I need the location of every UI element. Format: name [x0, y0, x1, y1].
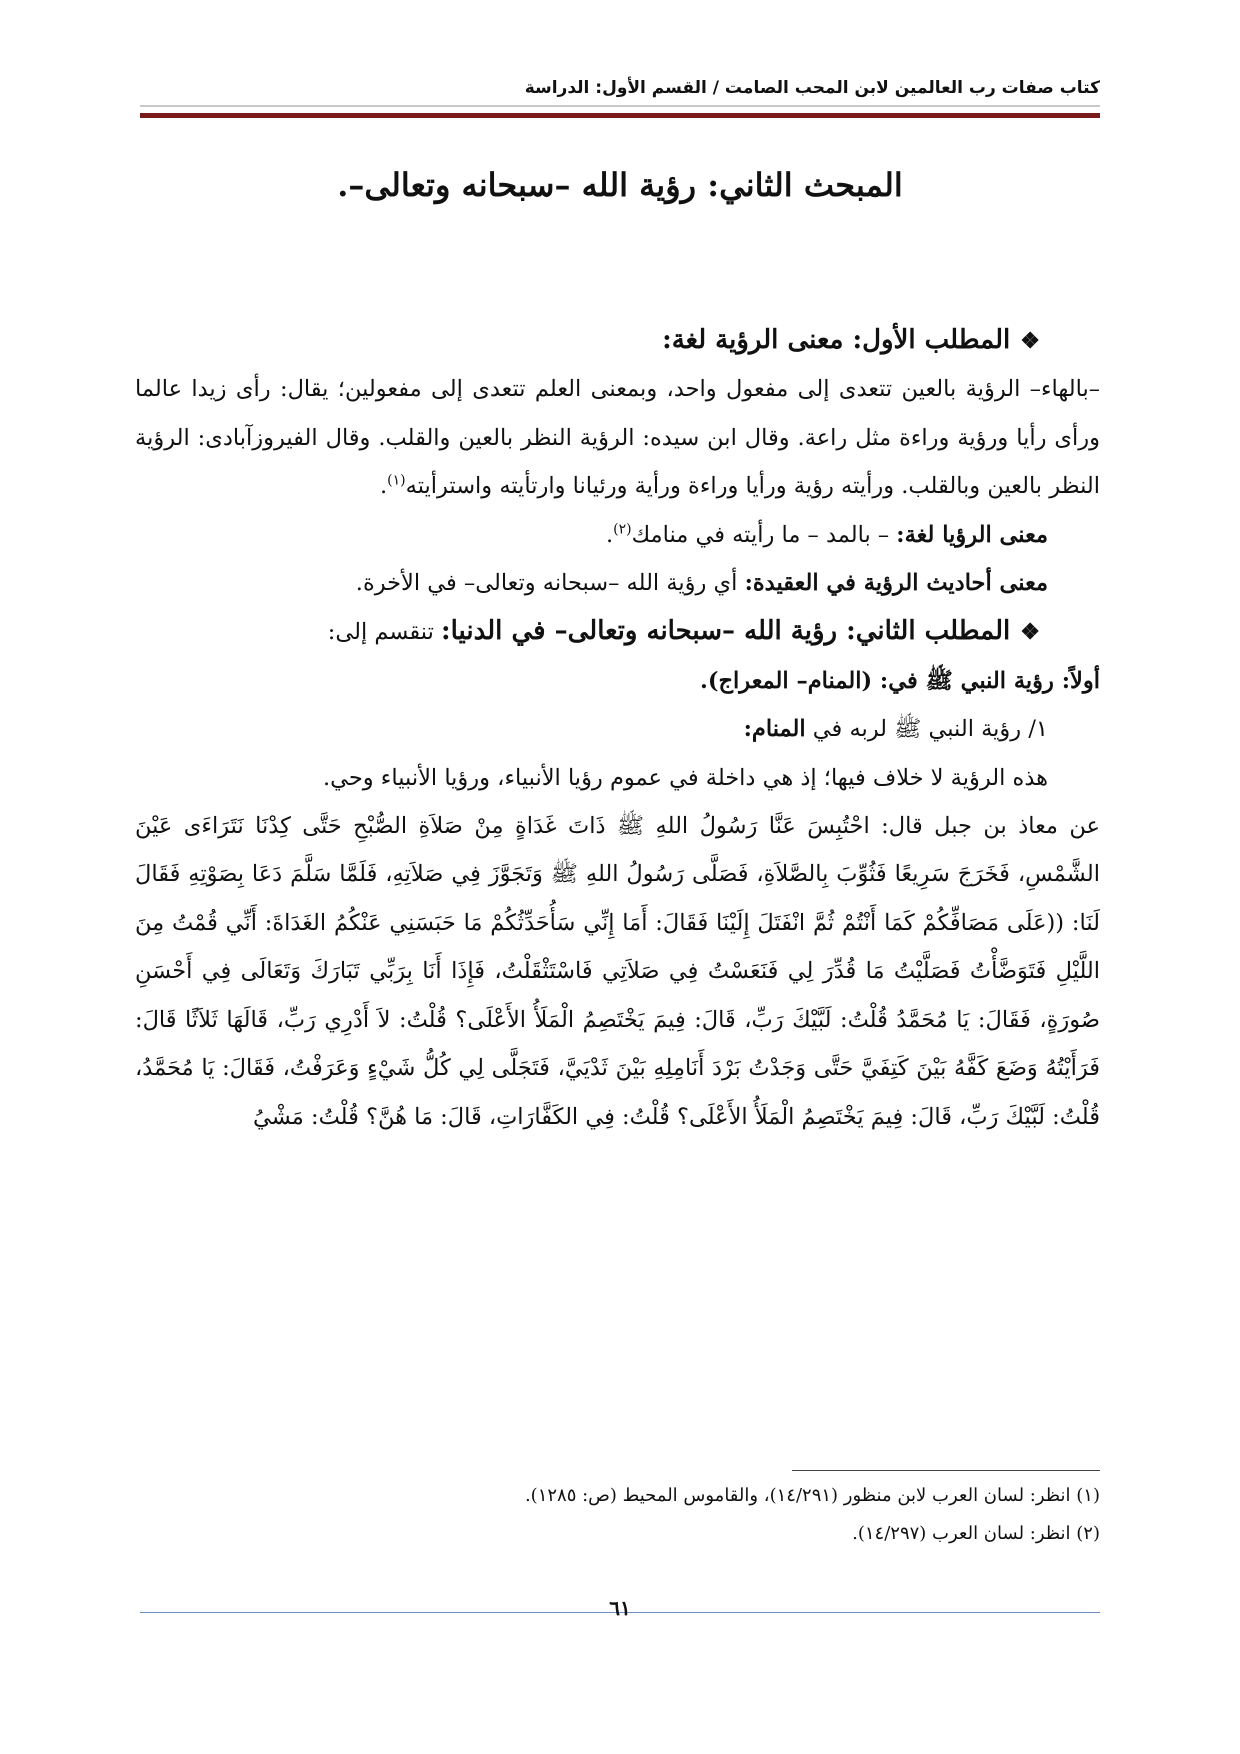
item-1 [135, 705, 1100, 753]
running-header: كتاب صفات رب العالمين لابن المحب الصامت / القسم الأول: الدراسة [524, 78, 1100, 98]
lexical-paragraph-end: . [380, 473, 388, 500]
section-heading-2-bold: المطلب الثاني: رؤية الله –سبحانه وتعالى– في الدنيا: [441, 616, 1011, 647]
first-division-rest: (المنام– المعراج). [700, 667, 880, 694]
ruya-definition [135, 511, 1100, 559]
intro-paragraph: هذه الرؤية لا خلاف فيها؛ إذ هي داخلة في عموم رؤيا الأنبياء، ورؤيا الأنبياء وحي. [322, 764, 1048, 791]
lexical-paragraph [135, 365, 1100, 510]
header-rule-thick [140, 113, 1100, 118]
diamond-bullet-icon: ❖ [1020, 328, 1040, 354]
chapter-title: المبحث الثاني: رؤية الله –سبحانه وتعالى–. [337, 166, 903, 204]
ruya-label: معنى الرؤيا لغة: [896, 521, 1048, 548]
footnotes [140, 1477, 1100, 1553]
section-heading-1-text: المطلب الأول: معنى الرؤية لغة: [662, 325, 1011, 355]
first-division [135, 657, 1100, 705]
item-1-bold: المنام: [743, 716, 806, 743]
header-rule-thin [140, 105, 1100, 107]
ruya-text: – بالمد – ما رأيته في منامك [631, 521, 897, 548]
ruya-end: . [605, 521, 614, 548]
ahadith-definition [135, 559, 1100, 607]
diamond-bullet-icon: ❖ [1020, 619, 1040, 646]
main-body [135, 316, 1100, 1141]
ahadith-label: معنى أحاديث الرؤية في العقيدة: [744, 570, 1048, 597]
item-1-prefix: ١/ رؤية النبي ﷺ لربه في [805, 716, 1048, 743]
hadith-paragraph: عن معاذ بن جبل قال: احْتُبِسَ عَنَّا رَسُولُ اللهِ ﷺ ذَاتَ غَدَاةٍ مِنْ صَلاَةِ الصُّبْحِ حَتَّى كِدْنَا نَتَرَاءَى عَيْنَ الشَّمْسِ، فَخَرَجَ سَرِيعًا فَثُوِّبَ بِالصَّلاَةِ، فَصَلَّى رَسُولُ اللهِ ﷺ وَتَجَوَّزَ فِي صَلاَتِهِ، فَلَمَّا سَلَّمَ دَعَا بِصَوْتِهِ فَقَالَ لَنَا: ((عَلَى مَصَافِّكُمْ كَمَا أَنْتُمْ ثُمَّ انْفَتَلَ إِلَيْنَا فَقَالَ: أَمَا إِنِّي سَأُحَدِّثُكُمْ مَا حَبَسَنِي عَنْكُمُ الغَدَاةَ: أَنِّي قُمْتُ مِنَ اللَّيْلِ فَتَوَضَّأْتُ فَصَلَّيْتُ مَا قُدِّرَ لِي فَنَعَسْتُ فِي صَلاَتِي فَاسْتَثْقَلْتُ، فَإِذَا أَنَا بِرَبِّي تَبَارَكَ وَتَعَالَى فِي أَحْسَنِ صُورَةٍ، فَقَالَ: يَا مُحَمَّدُ قُلْتُ: لَبَّيْكَ رَبِّ، قَالَ: فِيمَ يَخْتَصِمُ الْمَلَأُ الأَعْلَى؟ قُلْتُ: لاَ أَدْرِي رَبِّ، قَالَهَا ثَلاَثًا قَالَ: فَرَأَيْتُهُ وَضَعَ كَفَّهُ بَيْنَ كَتِفَيَّ حَتَّى وَجَدْتُ بَرْدَ أَنَامِلِهِ بَيْنَ ثَدْيَيَّ، فَتَجَلَّى لِي كُلُّ شَيْءٍ وَعَرَفْتُ، فَقَالَ: يَا مُحَمَّدُ، قُلْتُ: لَبَّيْكَ رَبِّ، قَالَ: فِيمَ يَخْتَصِمُ الْمَلَأُ الأَعْلَى؟ قُلْتُ: فِي الكَفَّارَاتِ، قَالَ: مَا هُنَّ؟ قُلْتُ: مَشْيُ [135, 813, 1100, 1130]
section-heading-1 [135, 316, 1100, 365]
first-division-label: أولاً: رؤية النبي ﷺ في: [879, 667, 1100, 694]
ahadith-text: أي رؤية الله –سبحانه وتعالى– في الأخرة. [355, 570, 745, 597]
section-heading-2 [135, 607, 1100, 656]
footnote-ref-2: (٢) [613, 521, 632, 538]
footnote-separator [792, 1470, 1100, 1471]
footnote-ref-1: (١) [387, 472, 406, 489]
lexical-paragraph-text: –بالهاء– الرؤية بالعين تتعدى إلى مفعول واحد، وبمعنى العلم تتعدى إلى مفعولين؛ يقال: رأى زيدا عالما ورأى رأيا ورؤية وراءة مثل راعة. وقال ابن سيده: الرؤية النظر بالعين والقلب. وقال الفيروزآبادى: الرؤية النظر بالعين وبالقلب. ورأيته رؤية ورأيا وراءة ورأية ورئيانا وارتأيته واسترأيته [135, 376, 1100, 500]
footnote-2: (٢) انظر: لسان العرب (١٤/٢٩٧). [852, 1523, 1100, 1544]
page-number: ٦١ [609, 1596, 631, 1620]
section-heading-2-rest: تنقسم إلى: [327, 619, 441, 646]
footnote-1: (١) انظر: لسان العرب لابن منظور (١٤/٢٩١)، والقاموس المحيط (ص: ١٢٨٥). [524, 1485, 1100, 1506]
